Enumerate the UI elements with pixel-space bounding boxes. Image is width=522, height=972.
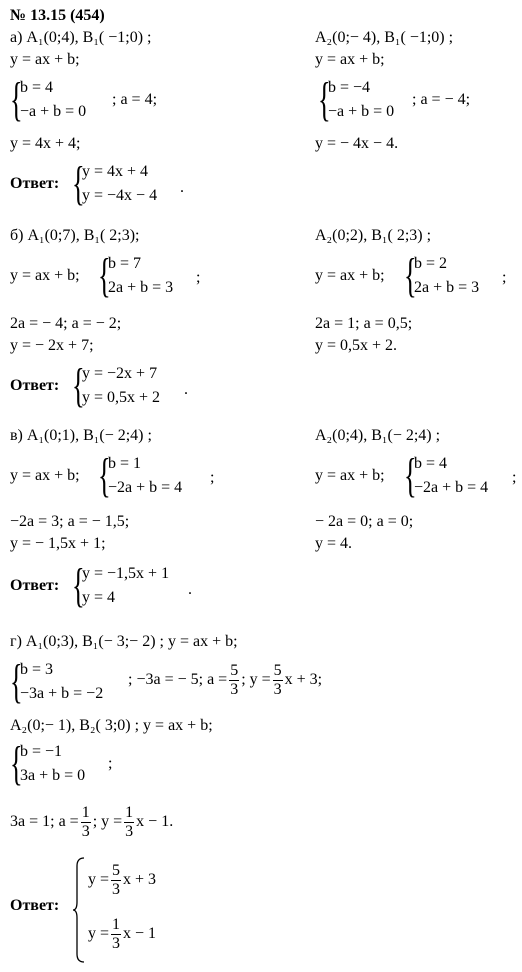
system-row: b = 2 <box>414 255 448 272</box>
part-b-right-head: A₂(0;2), B₁( 2;3) ; <box>315 227 432 244</box>
part-b-left-eq: y = ax + b; <box>10 267 80 284</box>
system-row: b = 4 <box>20 79 54 96</box>
part-b-right-eq: y = ax + b; <box>315 267 385 284</box>
part-g-line2-a: 3a = 1; a = <box>10 813 79 830</box>
part-b-right-line1: 2a = 1; a = 0,5; <box>315 315 413 332</box>
part-b-answer-tail: . <box>184 381 188 398</box>
part-b-right-sys-tail: ; <box>502 269 507 286</box>
part-a-right-result: y = − 4x − 4. <box>315 135 399 152</box>
system-row: b = 3 <box>20 661 54 678</box>
system-row: −2a + b = 4 <box>414 479 489 496</box>
part-a-left-head: а) A₁(0;4), B₁( −1;0) ; <box>10 29 152 46</box>
part-b-left-line2: y = − 2x + 7; <box>10 337 94 354</box>
part-v-answer-label: Ответ: <box>10 577 60 594</box>
system-row: −3a + b = −2 <box>20 685 104 702</box>
system-row: b = 1 <box>108 455 142 472</box>
part-g-line1-b: ; y = <box>241 671 271 688</box>
part-g-line1-c: x + 3; <box>284 671 323 688</box>
problem-title: № 13.15 (454) <box>10 7 105 24</box>
fraction: $\frac{1}{3}$ <box>125 803 134 840</box>
system-row: −2a + b = 4 <box>108 479 183 496</box>
system-row: −a + b = 0 <box>20 103 87 120</box>
system-row: b = −1 <box>20 743 63 760</box>
fraction: $\frac{5}{3}$ <box>273 661 282 698</box>
part-a-answer-tail: . <box>180 179 184 196</box>
part-v-left-line1: −2a = 3; a = − 1,5; <box>10 513 130 530</box>
part-v-right-line1: − 2a = 0; a = 0; <box>315 513 414 530</box>
part-a-left-sys-tail: ; a = 4; <box>112 91 158 108</box>
part-a-left-eq: y = ax + b; <box>10 51 80 68</box>
system-row: 3a + b = 0 <box>20 767 86 784</box>
system-row: b = −4 <box>328 79 371 96</box>
part-b-left-sys-tail: ; <box>196 269 201 286</box>
system-row: b = 4 <box>414 455 448 472</box>
system-row: y = 4x + 4 <box>82 163 149 180</box>
part-v-left-eq: y = ax + b; <box>10 467 80 484</box>
system-row: y = −4x − 4 <box>82 187 158 204</box>
part-g-head2: A₂(0;− 1), B₂( 3;0) ; y = ax + b; <box>10 717 213 734</box>
system-row: 2a + b = 3 <box>108 279 174 296</box>
part-v-right-line2: y = 4. <box>315 535 353 552</box>
part-b-left-line1: 2a = − 4; a = − 2; <box>10 315 122 332</box>
part-b-right-line2: y = 0,5x + 2. <box>315 337 398 354</box>
system-row: y = −2x + 7 <box>82 365 158 382</box>
part-v-left-sys-tail: ; <box>210 469 215 486</box>
part-v-answer-tail: . <box>188 581 192 598</box>
system-row: y = −1,5x + 1 <box>82 565 170 582</box>
part-g-answer-label: Ответ: <box>10 897 60 914</box>
part-g-answer-brace <box>72 856 86 964</box>
system-row: y = 0,5x + 2 <box>82 389 161 406</box>
part-b-answer-label: Ответ: <box>10 377 60 394</box>
part-v-left-head: в) A₁(0;1), B₁(− 2;4) ; <box>10 427 152 444</box>
part-a-left-result: y = 4x + 4; <box>10 135 81 152</box>
part-g-head1: г) A₁(0;3), B₁(− 3;− 2) ; y = ax + b; <box>10 633 238 650</box>
part-v-right-head: A₂(0;4), B₁(− 2;4) ; <box>315 427 441 444</box>
part-g-line1-a: ; −3a = − 5; a = <box>128 671 228 688</box>
part-g-line2-b: ; y = <box>92 813 123 830</box>
system-row: 2a + b = 3 <box>414 279 480 296</box>
part-v-left-line2: y = − 1,5x + 1; <box>10 535 106 552</box>
part-v-right-sys-tail: ; <box>512 469 517 486</box>
system-row: −a + b = 0 <box>328 103 395 120</box>
part-g-line2-c: x − 1. <box>136 813 174 830</box>
part-g-answer-row2: y = $\frac{1}{3}$ x − 1 <box>88 915 157 952</box>
part-a-answer-label: Ответ: <box>10 175 60 192</box>
fraction: $\frac{5}{3}$ <box>230 661 239 698</box>
part-v-right-eq: y = ax + b; <box>315 467 385 484</box>
part-b-left-head: б) A₁(0;7), B₁( 2;3); <box>10 227 140 244</box>
system-row: y = 4 <box>82 589 116 606</box>
fraction: $\frac{5}{3}$ <box>112 861 121 898</box>
system-row: b = 7 <box>108 255 142 272</box>
part-g-answer-row1: y = $\frac{5}{3}$ x + 3 <box>88 861 157 898</box>
part-g-line1 <box>128 660 322 700</box>
part-g-line2 <box>10 802 173 842</box>
part-g-sys2-tail: ; <box>108 755 113 772</box>
fraction: $\frac{1}{3}$ <box>112 915 121 952</box>
part-a-right-head: A₂(0;− 4), B₁( −1;0) ; <box>315 29 454 46</box>
part-a-right-sys-tail: ; a = − 4; <box>412 91 471 108</box>
fraction: $\frac{1}{3}$ <box>81 803 90 840</box>
part-a-right-eq: y = ax + b; <box>315 51 385 68</box>
